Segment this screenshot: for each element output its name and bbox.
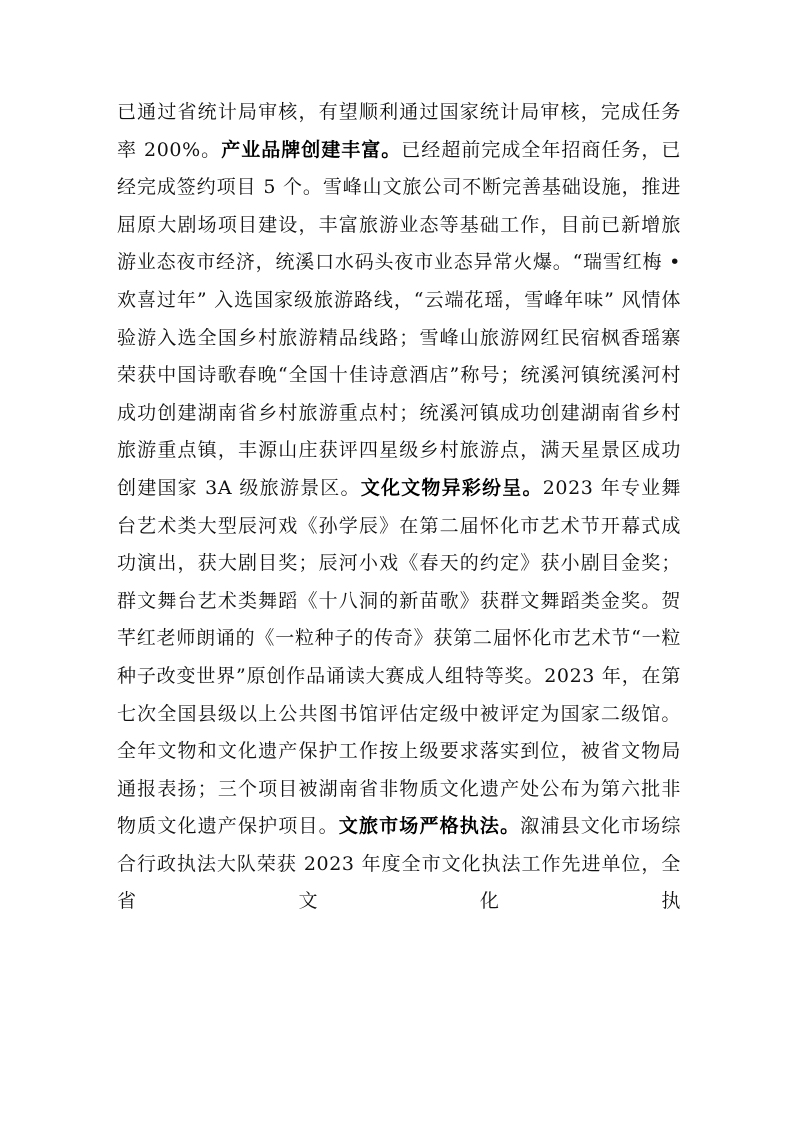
section-heading-culture-relics: 文化文物异彩纷呈。 (360, 476, 543, 499)
paragraph-text: 已经超前完成全年招商任务，已经完成签约项目 5 个。雪峰山文旅公司不断完善基础设施，推进屈原大剧场项目建设，丰富旅游业态等基础工作，目前已新增旅游业态夜市经济，统溪口水码头夜市业态异常火爆。“瑞雪红梅 • 欢喜过年” 入选国家级旅游路线，“云端花瑶，雪峰年味” 风情体验游入选全国乡村旅游精品线路；雪峰山旅游网红民宿枫香瑶寨荣获中国诗歌春晚“全国十佳诗意酒店”称号；统溪河镇统溪河村成功创建湖南省乡村旅游重点村；统溪河镇成功创建湖南省乡村旅游重点镇，丰源山庄获评四星级乡村旅游点，满天星景区成功创建国家 3A 级旅游景区。 (117, 138, 682, 499)
section-heading-market-enforcement: 文旅市场严格执法。 (338, 815, 521, 838)
body-paragraph (117, 94, 681, 921)
paragraph-text: 2023 年专业舞台艺术类大型辰河戏《孙学辰》在第二届怀化市艺术节开幕式成功演出，获大剧目奖；辰河小戏《春天的约定》获小剧目金奖；群文舞台艺术类舞蹈《十八洞的新苗歌》获群文舞蹈类金奖。贺芊红老师朗诵的《一粒种子的传奇》获第二届怀化市艺术节“一粒种子改变世界”原创作品诵读大赛成人组特等奖。2023 年，在第七次全国县级以上公共图书馆评估定级中被评定为国家二级馆。全年文物和文化遗产保护工作按上级要求落实到位，被省文物局通报表扬；三个项目被湖南省非物质文化遗产处公布为第六批非物质文化遗产保护项目。 (117, 476, 681, 838)
paragraph-text: 已通过省统计局审核，有望顺利通过国家统计局审核，完成任务率 200%。 (117, 101, 681, 161)
paragraph-text: 溆浦县文化市场综合行政执法大队荣获 2023 年度全市文化执法工作先进单位，全省文化执 (117, 815, 681, 913)
section-heading-industry-brand: 产业品牌创建丰富。 (221, 138, 402, 161)
